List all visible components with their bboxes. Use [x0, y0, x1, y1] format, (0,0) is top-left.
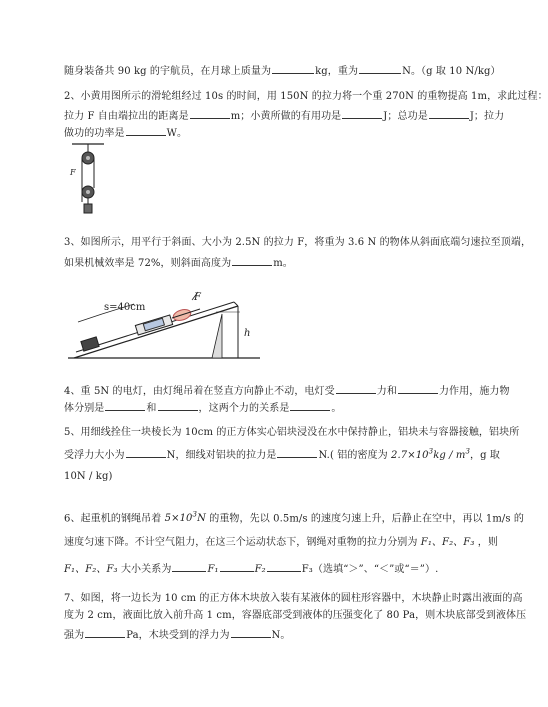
- q5-text-a: 受浮力大小为: [64, 450, 125, 461]
- distance-label: s=40cm: [104, 302, 146, 313]
- f1-label: F₁: [207, 564, 219, 575]
- q5-line3: 10N / kg): [64, 471, 113, 482]
- q2-text-f: W。: [166, 128, 188, 139]
- q4-text-g: 。: [331, 403, 342, 414]
- q6-text-e: 大小关系为: [120, 564, 172, 575]
- q5-text-b: N，细线对铝块的拉力是: [166, 450, 277, 461]
- answer-blank[interactable]: [429, 109, 469, 119]
- q3-text-a: 如果机械效率是 72%，则斜面高度为: [64, 258, 232, 269]
- q7-text-c: N。: [271, 630, 291, 641]
- q7-line2: 度为 2 cm，液面比放入前升高 1 cm，容器底部受到液体的压强变化了 80 Pa，则木块底部受到液体压: [64, 610, 527, 621]
- q5-line1: 5、用细线拴住一块棱长为 10cm 的正方体实心铝块浸没在水中保持静止，铝块未与容器接触，铝块所: [64, 427, 520, 438]
- q3-line2: [64, 256, 293, 269]
- q2-text-c: J；总功是: [383, 111, 428, 122]
- q7-text-a: 强为: [64, 630, 85, 641]
- q2-text-a: 拉力 F 自由端拉出的距离是: [64, 111, 189, 122]
- q6-text-f: F₃（选填“＞”、“＜”或“＝”）.: [301, 564, 439, 575]
- incline-figure: [64, 284, 264, 366]
- q1-line: [64, 64, 501, 77]
- q2-text-d: J；拉力: [469, 111, 505, 122]
- force-symbols: F₁、F₂、F₃: [420, 537, 475, 548]
- q2-line3: [64, 126, 187, 139]
- q4-text-f: ，这两个力的关系是: [198, 403, 290, 414]
- answer-blank[interactable]: [267, 562, 301, 572]
- q2-text-e: 做功的功率是: [64, 128, 125, 139]
- answer-blank[interactable]: [85, 628, 125, 638]
- answer-blank[interactable]: [342, 109, 382, 119]
- q1-text-a: 随身装备共 90 kg 的宇航员，在月球上质量为: [64, 66, 272, 77]
- q4-text-b: 力和: [376, 386, 397, 397]
- q6-line3: [64, 562, 438, 575]
- density-value: $2.7\times 10^3kg / m^3$: [391, 447, 471, 461]
- q4-line1: [64, 384, 510, 397]
- q2-line2: [64, 109, 504, 122]
- force-label: F: [194, 292, 201, 303]
- q2-line1: 2、小黄用图所示的滑轮组经过 10s 的时间，用 150N 的拉力将一个重 270N 的重物提高 1m，求此过程：: [64, 91, 548, 102]
- answer-blank[interactable]: [220, 562, 254, 572]
- answer-blank[interactable]: [172, 562, 206, 572]
- height-label: h: [244, 328, 251, 339]
- q4-text-a: 4、重 5N 的电灯，由灯绳吊着在竖直方向静止不动，电灯受: [64, 386, 335, 397]
- answer-blank[interactable]: [105, 401, 145, 411]
- q7-line3: [64, 628, 291, 641]
- q4-text-d: 体分别是: [64, 403, 105, 414]
- q1-text-c: N。（g 取 10 N/kg）: [402, 66, 501, 77]
- q6-line2: [64, 538, 498, 548]
- answer-blank[interactable]: [126, 448, 166, 458]
- q3-text-b: m。: [273, 258, 293, 269]
- q4-line2: [64, 401, 342, 414]
- answer-blank[interactable]: [158, 401, 198, 411]
- answer-blank[interactable]: [272, 64, 314, 74]
- answer-blank[interactable]: [336, 384, 376, 394]
- q4-text-c: 力作用，施力物: [438, 386, 510, 397]
- answer-blank[interactable]: [126, 126, 166, 136]
- q7-line1: 7、如图，将一边长为 10 cm 的正方体木块放入装有某液体的圆柱形容器中，木块静止时露出液面的高: [64, 593, 523, 604]
- f2-label: F₂: [254, 564, 266, 575]
- force-label: F: [70, 168, 76, 177]
- q3-line1: 3、如图所示，用平行于斜面、大小为 2.5N 的拉力 F，将重为 3.6 N 的物体从斜面底端匀速拉至顶端，: [64, 237, 532, 248]
- q6-text-c: 速度匀速下降。不计空气阻力，在这三个运动状态下，钢绳对重物的拉力分别为: [64, 537, 418, 548]
- q5-text-h: ，g 取: [470, 450, 501, 461]
- q4-text-e: 和: [146, 403, 157, 414]
- weight-value: $5\times 10^3N$: [164, 511, 206, 525]
- answer-blank[interactable]: [190, 109, 230, 119]
- force-symbols: F₁、F₂、F₃: [64, 564, 118, 575]
- answer-blank[interactable]: [398, 384, 438, 394]
- q6-text-b: 的重物，先以 0.5m/s 的速度匀速上升，后静止在空中，再以 1m/s 的: [209, 513, 524, 525]
- answer-blank[interactable]: [277, 448, 317, 458]
- q6-line1: [64, 512, 524, 524]
- q6-text-d: ，则: [477, 537, 498, 548]
- q6-text-a: 6、起重机的钢绳吊着: [64, 513, 162, 525]
- pulley-figure: [66, 142, 110, 216]
- q7-text-b: Pa，木块受到的浮力为: [126, 630, 230, 641]
- answer-blank[interactable]: [359, 64, 401, 74]
- q2-text-b: m；小黄所做的有用功是: [230, 111, 342, 122]
- q5-text-c: N.( 铝的密度为: [318, 450, 388, 461]
- answer-blank[interactable]: [231, 628, 271, 638]
- q1-text-b: kg，重为: [315, 66, 359, 77]
- answer-blank[interactable]: [290, 401, 330, 411]
- q5-line2: [64, 448, 500, 461]
- answer-blank[interactable]: [232, 256, 272, 266]
